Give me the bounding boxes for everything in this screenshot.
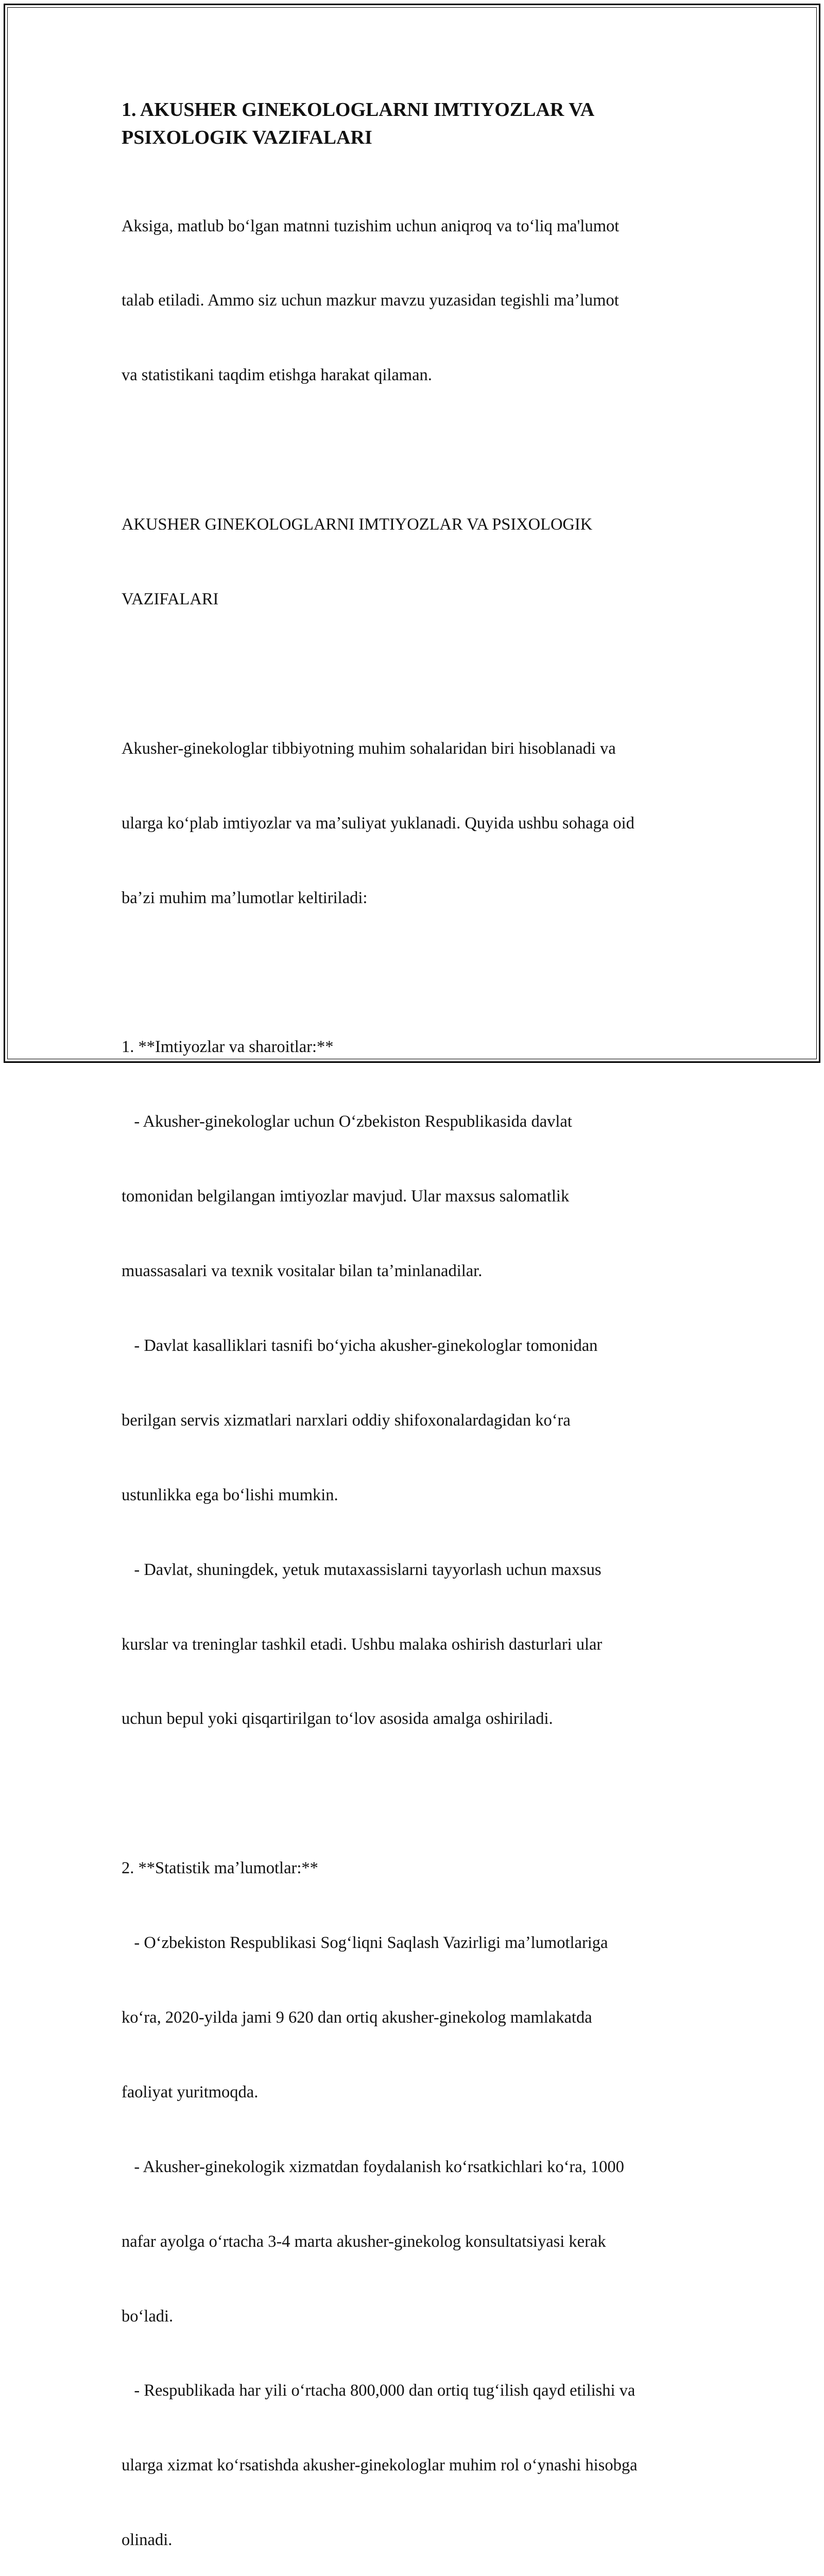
section-heading: 1. **Imtiyozlar va sharoitlar:** bbox=[122, 1038, 334, 1057]
page-title bbox=[122, 96, 709, 151]
title-line: 1. AKUSHER GINEKOLOGLARNI IMTIYOZLAR VA bbox=[122, 99, 595, 121]
text-line: ularga xizmat koʻrsatishda akusher-ginekologlar muhim rol oʻynashi hisobga bbox=[122, 2456, 638, 2475]
text-line: - Oʻzbekiston Respublikasi Sogʻliqni Saqlash Vazirligi maʼlumotlariga bbox=[122, 1934, 608, 1953]
text-line: va statistikani taqdim etishga harakat qilaman. bbox=[122, 366, 432, 385]
text-line: - Akusher-ginekologik xizmatdan foydalanish koʻrsatkichlari koʻra, 1000 bbox=[122, 2157, 624, 2176]
text-line: olinadi. bbox=[122, 2531, 173, 2550]
title-line: PSIXOLOGIK VAZIFALARI bbox=[122, 127, 372, 148]
text-line: AKUSHER GINEKOLOGLARNI IMTIYOZLAR VA PSIXOLOGIK bbox=[122, 515, 593, 534]
section-statistics bbox=[122, 1806, 709, 2576]
text-line: nafar ayolga oʻrtacha 3-4 marta akusher-ginekolog konsultatsiyasi kerak bbox=[122, 2232, 606, 2251]
text-line: boʻladi. bbox=[122, 2307, 174, 2326]
subtitle bbox=[122, 463, 709, 662]
text-line: - Davlat, shuningdek, yetuk mutaxassislarni tayyorlash uchun maxsus bbox=[122, 1560, 602, 1579]
text-line: baʼzi muhim maʼlumotlar keltiriladi: bbox=[122, 888, 368, 907]
text-line: koʻra, 2020-yilda jami 9 620 dan ortiq akusher-ginekolog mamlakatda bbox=[122, 2008, 592, 2027]
text-line: Aksiga, matlub boʻlgan matnni tuzishim uchun aniqroq va toʻliq ma'lumot bbox=[122, 216, 620, 235]
text-line: - Akusher-ginekologlar uchun Oʻzbekiston Respublikasida davlat bbox=[122, 1112, 572, 1131]
intro-paragraph bbox=[122, 164, 709, 437]
document-body bbox=[122, 96, 709, 2576]
section-privileges bbox=[122, 985, 709, 1782]
text-line: - Davlat kasalliklari tasnifi boʻyicha akusher-ginekologlar tomonidan bbox=[122, 1336, 598, 1355]
overview-paragraph bbox=[122, 686, 709, 960]
text-line: - Respublikada har yili oʻrtacha 800,000 dan ortiq tugʻilish qayd etilishi va bbox=[122, 2381, 636, 2400]
text-line: talab etiladi. Ammo siz uchun mazkur mavzu yuzasidan tegishli maʼlumot bbox=[122, 291, 619, 310]
text-line: ustunlikka ega boʻlishi mumkin. bbox=[122, 1485, 338, 1504]
text-line: uchun bepul yoki qisqartirilgan toʻlov asosida amalga oshiriladi. bbox=[122, 1709, 553, 1728]
text-line: muassasalari va texnik vositalar bilan taʼminlanadilar. bbox=[122, 1262, 483, 1281]
text-line: berilgan servis xizmatlari narxlari oddiy shifoxonalardagidan koʻra bbox=[122, 1411, 571, 1430]
text-line: tomonidan belgilangan imtiyozlar mavjud. Ular maxsus salomatlik bbox=[122, 1187, 570, 1206]
text-line: faoliyat yuritmoqda. bbox=[122, 2082, 259, 2102]
text-line: VAZIFALARI bbox=[122, 590, 219, 609]
text-line: kurslar va treninglar tashkil etadi. Ushbu malaka oshirish dasturlari ular bbox=[122, 1635, 603, 1654]
section-heading: 2. **Statistik maʼlumotlar:** bbox=[122, 1859, 318, 1878]
text-line: ularga koʻplab imtiyozlar va maʼsuliyat yuklanadi. Quyida ushbu sohaga oid bbox=[122, 814, 634, 833]
text-line: Akusher-ginekologlar tibbiyotning muhim sohalaridan biri hisoblanadi va bbox=[122, 739, 616, 758]
